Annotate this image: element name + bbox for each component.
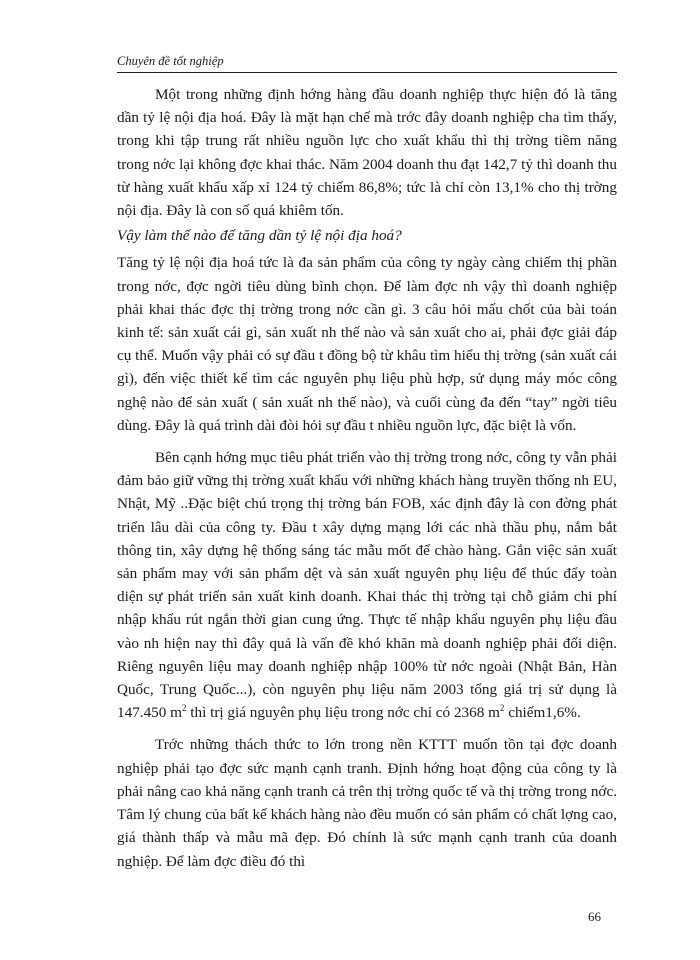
superscript-unit: 2 [181,703,187,714]
paragraph-competitiveness: Trớc những thách thức to lớn trong nền KTTT muốn tồn tại đợc doanh nghiệp phải tạo đợc sức mạnh cạnh tranh. Định hớng hoạt động của công ty là phải nâng cao khả năng cạnh tranh cả trên thị trờng quốc tế và thị trờng trong nớc. Tâm lý chung của bất kể khách hàng nào đều muốn có sản phẩm có chất lợng cao, giá thành thấp và mẫu mã đẹp. Đó chính là sức mạnh cạnh tranh của doanh nghiệp. Để làm đợc điều đó thì [117,736,617,870]
paragraph-export-market [117,446,617,724]
page-number: 66 [588,909,601,924]
paragraph-export-text-b: thì trị giá nguyên phụ liệu trong nớc chỉ có 2368 m [186,704,500,722]
header-title: Chuyên đề tốt nghiệp [117,54,224,68]
document-body [117,83,617,873]
page-header [117,50,617,73]
superscript-unit: 2 [499,703,505,714]
paragraph-export-text-c: chiếm1,6%. [504,704,581,722]
question-heading: Vậy làm thế nào để tăng dần tỷ lệ nội địa hoá? [117,227,402,245]
paragraph-localization: Một trong những định hớng hàng đầu doanh nghiệp thực hiện đó là tăng dần tỷ lệ nội địa hoá. Đây là mặt hạn chế mà trớc đây doanh nghiệp cha tìm thấy, trong khi tập trung rất nhiều nguồn lực cho xuất khẩu thì thị trờng tiềm năng trong nớc lại không đợc khai thác. Năm 2004 doanh thu đạt 142,7 tỷ thì doanh thu từ hàng xuất khẩu xấp xỉ 124 tỷ chiếm 86,8%; tức là chỉ còn 13,1% cho thị trờng nội địa. Đây là con số quá khiêm tốn. [117,86,617,220]
paragraph-export-text-a: Bên cạnh hớng mục tiêu phát triển vào thị trờng trong nớc, công ty vẫn phải đảm bảo giữ vững thị trờng xuất khẩu với những khách hàng truyền thống nh EU, Nhật, Mỹ ..Đặc biệt chú trọng thị trờng bán FOB, xác định đây là con đờng phát triển lâu dài của công ty. Đầu t xây dựng mạng lới các nhà thầu phụ, nắm bắt thông tin, xây dựng hệ thống sáng tác mẫu mốt để chào hàng. Gắn việc sản xuất sản phẩm may với sản phẩm dệt và sản xuất nguyên phụ liệu để thúc đẩy toàn diện sự phát triển sản xuất kinh doanh. Khai thác thị trờng tại chỗ giảm chi phí nhập khẩu rút ngắn thời gian cung ứng. Thực tế nhập khẩu nguyên phụ liệu đầu vào nh hiện nay thì đây quả là vấn đề khó khăn mà doanh nghiệp phải đối diện. Riêng nguyên liệu may doanh nghiệp nhập 100% từ nớc ngoài (Nhật Bản, Hàn Quốc, Trung Quốc...), còn nguyên phụ liệu năm 2003 tổng giá trị sử dụng là 147.450 m [117,449,617,722]
paragraph-domestic-market: Tăng tỷ lệ nội địa hoá tức là đa sản phẩm của công ty ngày càng chiếm thị phần trong nớc, đợc ngời tiêu dùng bình chọn. Để làm đợc nh vậy thì doanh nghiệp phải khai thác đợc thị trờng trong nớc cần gì. 3 câu hỏi mấu chốt của bài toán kinh tế: sản xuất cái gì, sản xuất nh thế nào và sản xuất cho ai, phải đợc giải đáp cụ thể. Muốn vậy phải có sự đầu t đồng bộ từ khâu tìm hiểu thị trờng (sản xuất cái gì), đến việc thiết kế tìm các nguyên phụ liệu phù hợp, sử dụng máy móc công nghệ nào để sản xuất ( sản xuất nh thế nào), và cuối cùng đa đến “tay” ngời tiêu dùng. Đây là quá trình dài đòi hỏi sự đầu t nhiều nguồn lực, đặc biệt là vốn. [117,254,617,434]
